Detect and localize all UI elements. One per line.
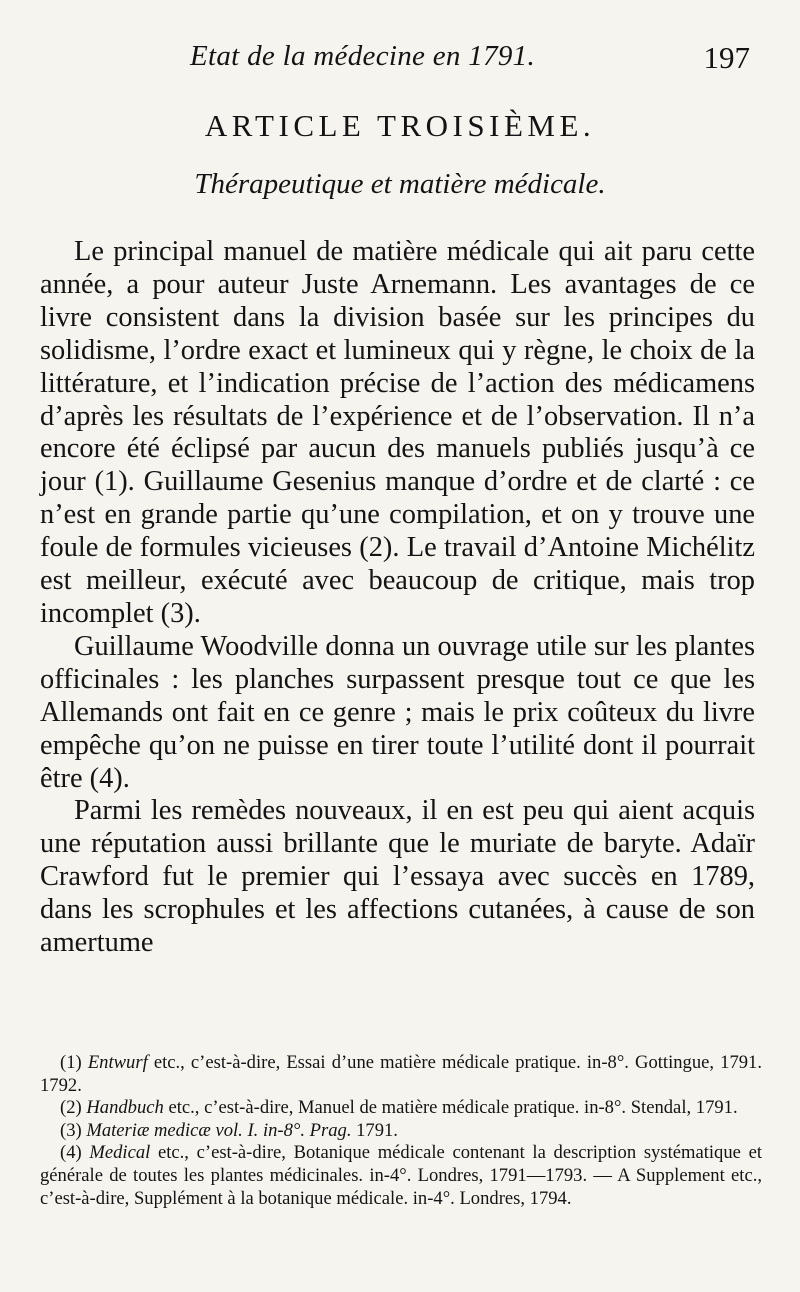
footnote-number: (3) (60, 1119, 82, 1141)
footnote-text: etc., c’est-à-dire, Botanique médicale contenant la description systématique et générale de toutes les plantes médicinales. in-4°. Londres, 1791—1793. — A Supplement etc., c’est-à-dire, Supplément à la botanique médicale. in-4°. Londres, 1794. (40, 1142, 762, 1209)
footnote-number: (1) (60, 1052, 82, 1073)
paragraph-2: Guillaume Woodville donna un ouvrage utile sur les plantes officinales : les planches surpassent presque tout ce que les Allemands ont fait en ce genre ; mais le prix coûteux du livre empêche qu’on ne puisse en tirer toute l’utilité dont il pourrait être (4). (40, 630, 755, 794)
running-head-title: Etat de la médecine en 1791. (190, 40, 536, 72)
footnote-title: Materiæ medicæ vol. I. in-8°. Prag. (86, 1119, 352, 1141)
footnote-title: Entwurf (87, 1052, 148, 1073)
running-head (190, 40, 750, 84)
footnote-3 (40, 1120, 762, 1143)
section-subtitle: Thérapeutique et matière médicale. (194, 168, 606, 200)
footnote-text: etc., c’est-à-dire, Essai d’une matière médicale pratique. in-8°. Gottingue, 1791. 1792. (40, 1052, 762, 1096)
paragraph-1: Le principal manuel de matière médicale qui ait paru cette année, a pour auteur Juste Arnemann. Les avantages de ce livre consistent dans la division basée sur les principes du solidisme, l’ordre exact et lumineux qui y règne, le choix de la littérature, et l’indication précise de l’action des médicamens d’après les résultats de l’expérience et de l’observation. Il n’a encore été éclipsé par aucun des manuels publiés jusqu’à ce jour (1). Guillaume Gesenius manque d’ordre et de clarté : ce n’est en grande partie qu’une compilation, et on y trouve une foule de formules vicieuses (2). Le travail d’Antoine Michélitz est meilleur, exécuté avec beaucoup de critique, mais trop incomplet (3). (40, 236, 755, 629)
footnote-number: (2) (60, 1097, 82, 1119)
paragraph-3: Parmi les remèdes nouveaux, il en est peu qui aient acquis une réputation aussi brillante que le muriate de baryte. Adaïr Crawford fut le premier qui l’essaya avec succès en 1789, dans les scrophules et les affections cutanées, à cause de son amertume (40, 795, 755, 959)
footnote-title: Medical (89, 1142, 151, 1164)
page-number: 197 (703, 40, 750, 75)
footnote-1 (40, 1052, 762, 1097)
footnote-text: 1791. (351, 1119, 398, 1141)
footnotes (40, 1052, 762, 1210)
footnote-4 (40, 1142, 762, 1210)
body-text (40, 236, 755, 960)
footnote-2 (40, 1097, 762, 1120)
footnote-text: etc., c’est-à-dire, Manuel de matière médicale pratique. in-8°. Stendal, 1791. (163, 1097, 738, 1119)
footnote-number: (4) (60, 1142, 82, 1164)
footnote-title: Handbuch (86, 1097, 164, 1119)
section-title: ARTICLE TROISIÈME. (204, 108, 596, 143)
